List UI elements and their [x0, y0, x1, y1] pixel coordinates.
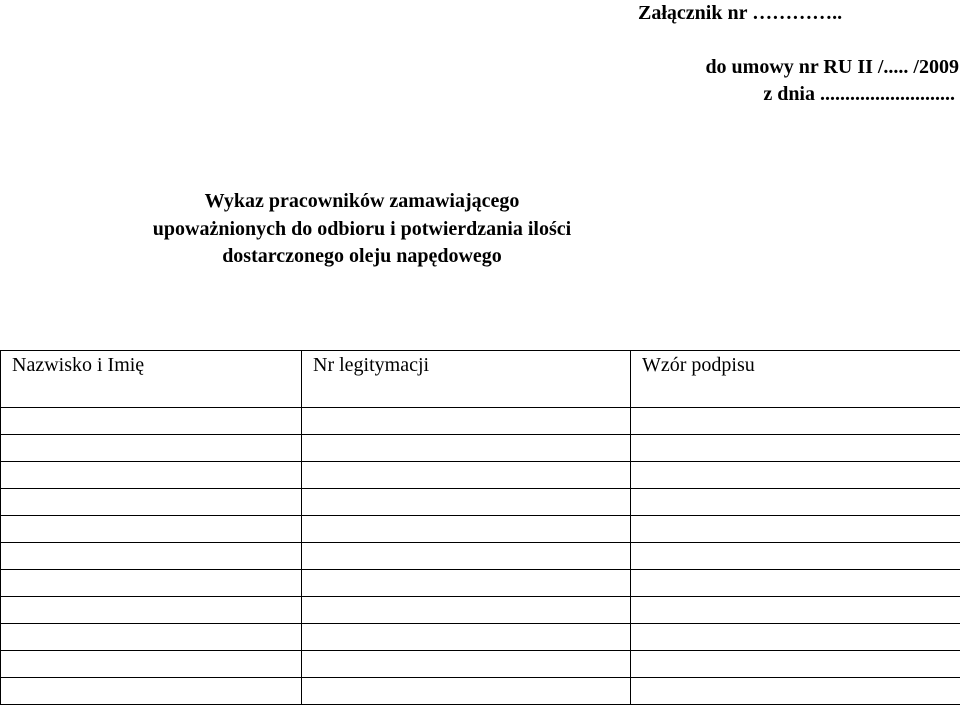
cell-id-number	[302, 516, 631, 543]
cell-signature	[631, 543, 960, 570]
cell-name	[1, 435, 302, 462]
table-row	[1, 543, 960, 570]
table-row	[1, 651, 960, 678]
cell-name	[1, 570, 302, 597]
cell-name	[1, 624, 302, 651]
cell-name	[1, 597, 302, 624]
cell-name	[1, 516, 302, 543]
table-row	[1, 435, 960, 462]
column-header-id-number: Nr legitymacji	[302, 351, 631, 408]
table-row	[1, 516, 960, 543]
cell-signature	[631, 516, 960, 543]
cell-signature	[631, 597, 960, 624]
cell-name	[1, 408, 302, 435]
table-row	[1, 462, 960, 489]
contract-date: z dnia ...........................	[763, 83, 955, 105]
table-row	[1, 570, 960, 597]
table-row	[1, 597, 960, 624]
document-title-line-2: upoważnionych do odbioru i potwierdzania ilości	[152, 218, 572, 240]
column-header-name: Nazwisko i Imię	[1, 351, 302, 408]
cell-signature	[631, 435, 960, 462]
cell-id-number	[302, 489, 631, 516]
cell-name	[1, 543, 302, 570]
table-row	[1, 624, 960, 651]
cell-id-number	[302, 624, 631, 651]
table-row	[1, 489, 960, 516]
cell-name	[1, 489, 302, 516]
cell-name	[1, 678, 302, 705]
annex-label: Załącznik nr …………..	[638, 2, 843, 24]
cell-signature	[631, 408, 960, 435]
table-body	[1, 408, 960, 705]
cell-id-number	[302, 597, 631, 624]
cell-signature	[631, 489, 960, 516]
column-header-signature: Wzór podpisu	[631, 351, 960, 408]
document-title-line-3: dostarczonego oleju napędowego	[222, 245, 502, 267]
cell-signature	[631, 678, 960, 705]
employee-table	[0, 350, 960, 705]
cell-signature	[631, 570, 960, 597]
table-row	[1, 408, 960, 435]
cell-id-number	[302, 435, 631, 462]
cell-id-number	[302, 462, 631, 489]
cell-id-number	[302, 543, 631, 570]
cell-name	[1, 462, 302, 489]
cell-id-number	[302, 570, 631, 597]
contract-number: do umowy nr RU II /..... /2009	[705, 56, 959, 78]
cell-signature	[631, 624, 960, 651]
table-row	[1, 678, 960, 705]
cell-id-number	[302, 651, 631, 678]
cell-id-number	[302, 408, 631, 435]
cell-name	[1, 651, 302, 678]
cell-signature	[631, 651, 960, 678]
table-header-row	[1, 351, 960, 408]
cell-id-number	[302, 678, 631, 705]
document-title-line-1: Wykaz pracowników zamawiającego	[204, 190, 520, 212]
cell-signature	[631, 462, 960, 489]
